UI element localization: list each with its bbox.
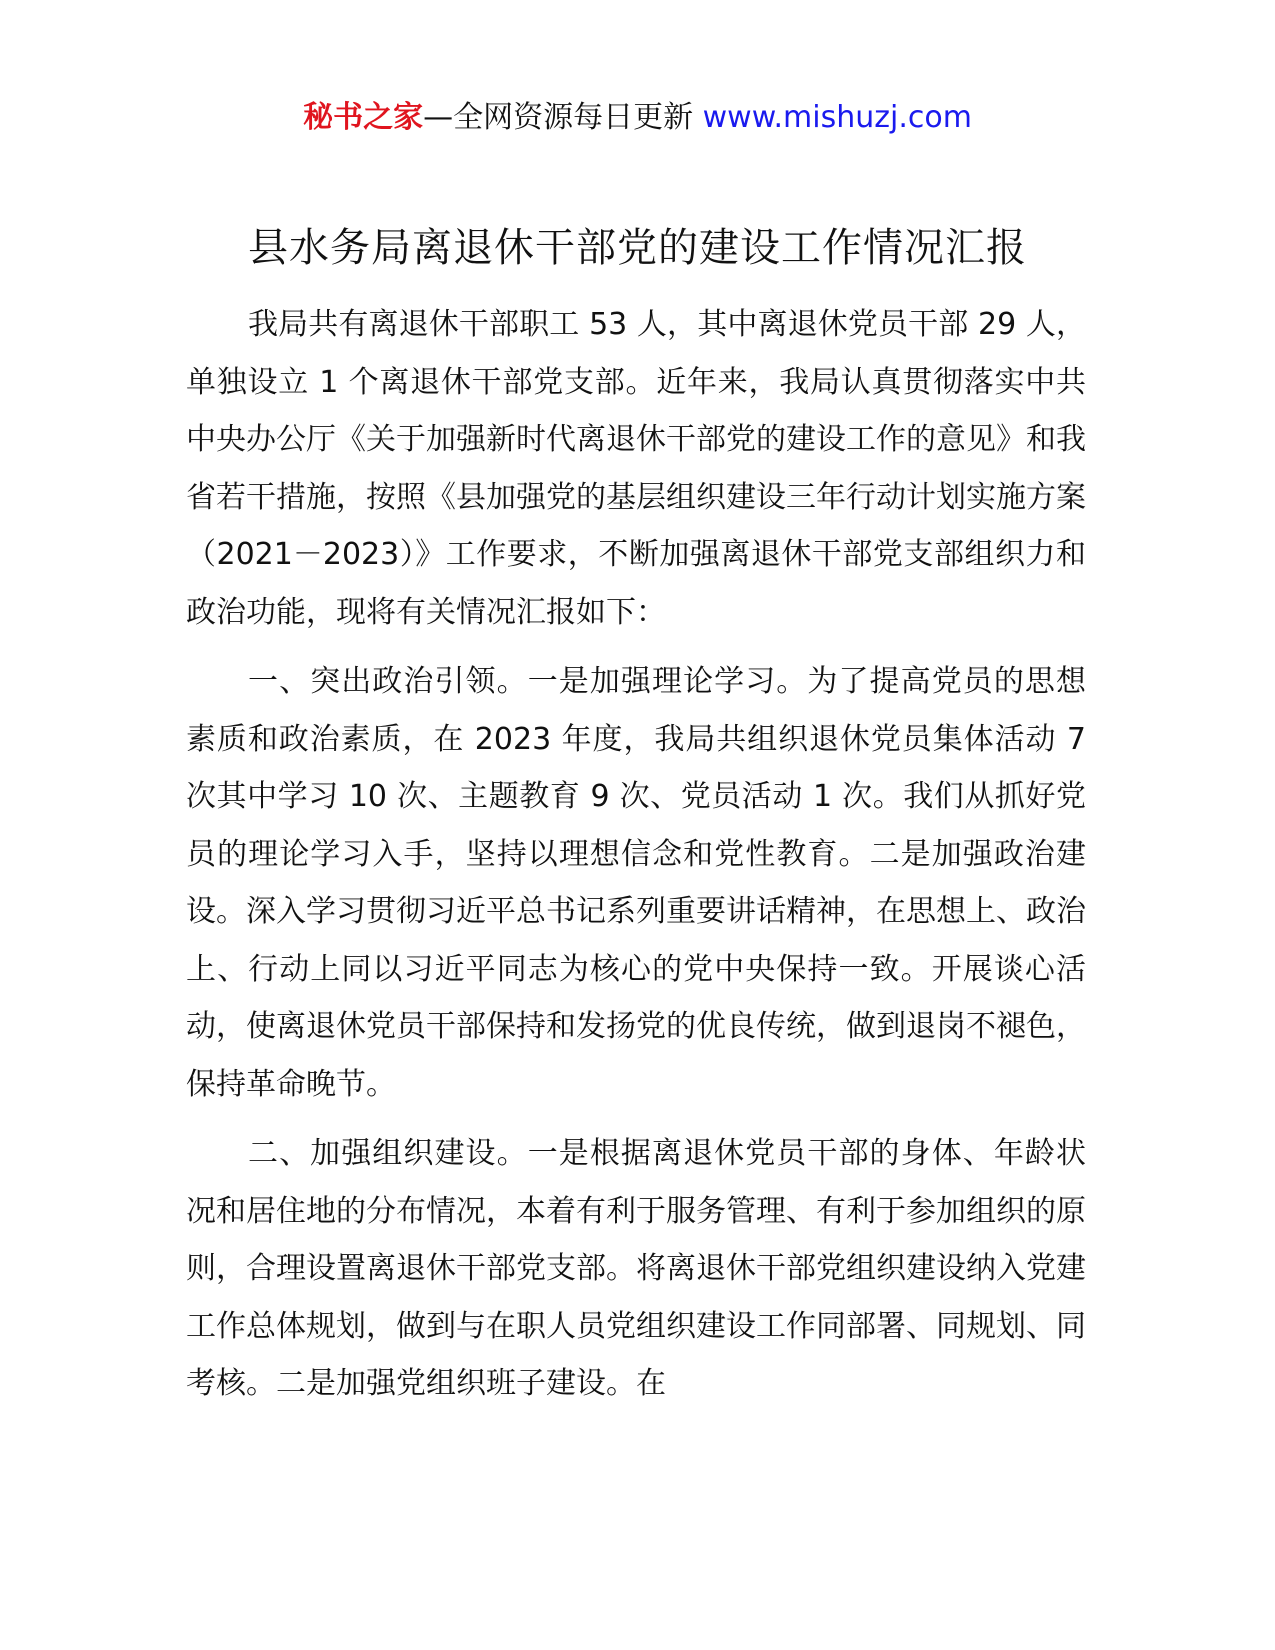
document-body bbox=[186, 296, 1086, 1425]
paragraph-organization-building: 二、加强组织建设。一是根据离退休党员干部的身体、年龄状况和居住地的分布情况，本着有利于服务管理、有利于参加组织的原则，合理设置离退休干部党支部。将离退休干部党组织建设纳入党建工作总体规划，做到与在职人员党组织建设工作同部署、同规划、同考核。二是加强党组织班子建设。在 bbox=[186, 1136, 1086, 1401]
header-slogan: —全网资源每日更新 bbox=[423, 100, 703, 135]
document-title: 县水务局离退休干部党的建设工作情况汇报 bbox=[248, 225, 1027, 271]
page-header bbox=[0, 96, 1275, 140]
brand-name: 秘书之家 bbox=[303, 100, 424, 135]
paragraph-intro: 我局共有离退休干部职工 53 人，其中离退休党员干部 29 人，单独设立 1 个离退休干部党支部。近年来，我局认真贯彻落实中共中央办公厅《关于加强新时代离退休干部党的建设工作的意见》和我省若干措施，按照《县加强党的基层组织建设三年行动计划实施方案（2021－2023）》工作要求，不断加强离退休干部党支部组织力和政治功能，现将有关情况汇报如下： bbox=[186, 307, 1086, 630]
website-link[interactable]: www.mishuzj.com bbox=[702, 100, 972, 135]
paragraph-political-guidance: 一、突出政治引领。一是加强理论学习。为了提高党员的思想素质和政治素质，在 2023 年度，我局共组织退休党员集体活动 7 次其中学习 10 次、主题教育 9 次、党员活动 1 次。我们从抓好党员的理论学习入手，坚持以理想信念和党性教育。二是加强政治建设。深入学习贯彻习近平总书记系列重要讲话精神，在思想上、政治上、行动上同以习近平同志为核心的党中央保持一致。开展谈心活动，使离退休党员干部保持和发扬党的优良传统，做到退岗不褪色，保持革命晚节。 bbox=[186, 664, 1086, 1102]
